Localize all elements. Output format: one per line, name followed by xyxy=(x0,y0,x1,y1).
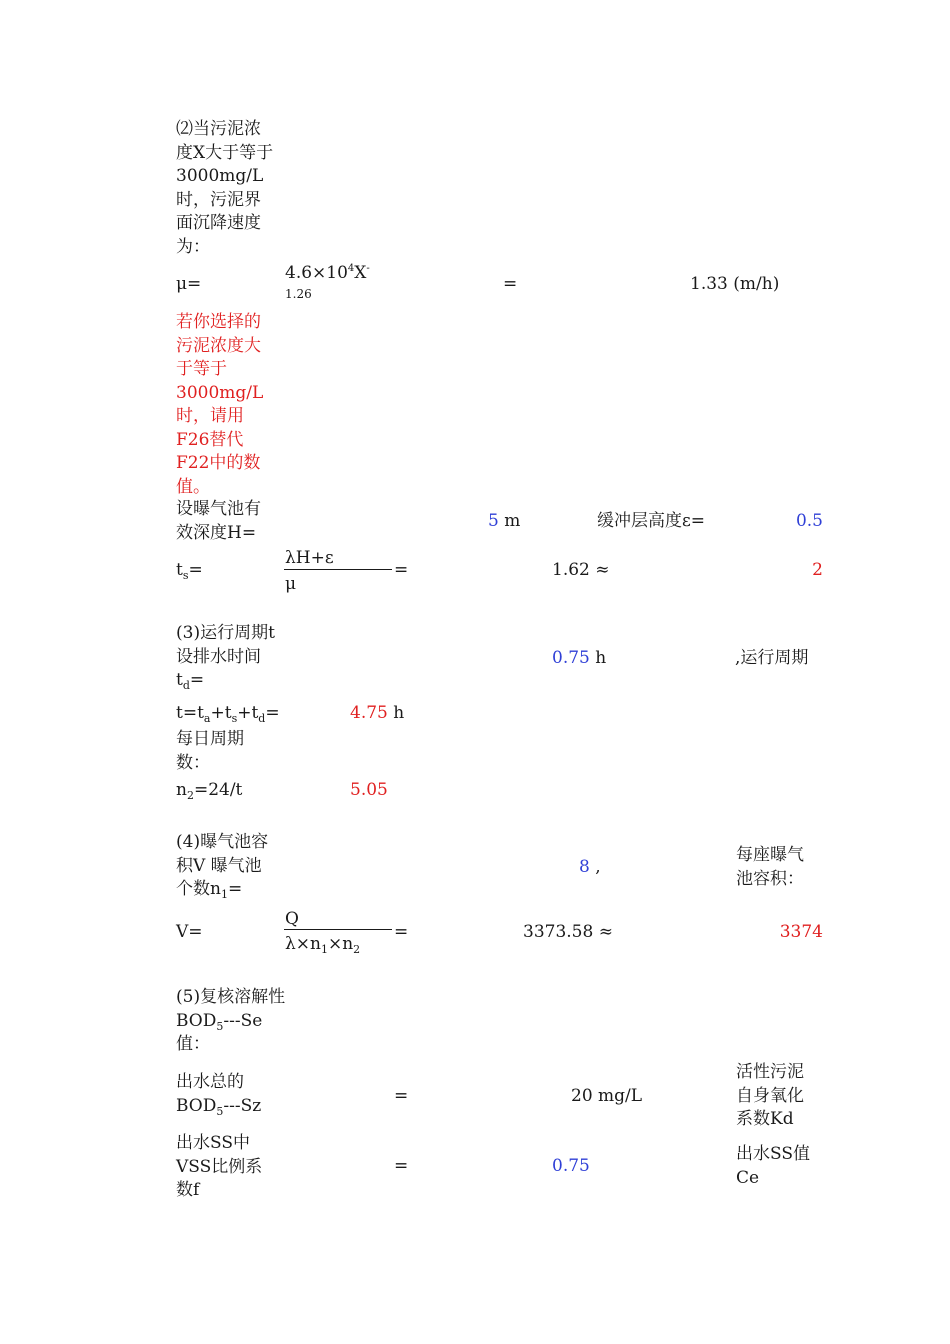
mu-formula-exp-continued: 1.26 xyxy=(285,287,312,301)
bod-label-sub: 5 xyxy=(216,1104,224,1118)
bod-label-b: ---Sz xyxy=(223,1095,262,1116)
cycle-label: ,运行周期 xyxy=(735,648,809,668)
v-equals: = xyxy=(394,922,409,942)
vss-label: 出水SS中VSS比例系数f xyxy=(176,1133,263,1200)
ts-approx: ≈ xyxy=(595,560,610,580)
v-label: V= xyxy=(176,922,203,942)
ts-label-sub: s xyxy=(182,569,189,582)
ts-fraction-line xyxy=(284,569,392,570)
mu-formula-exp1: 4 xyxy=(347,263,355,274)
ts-label xyxy=(176,559,203,582)
per-volume-label: 每座曝气池容积： xyxy=(736,845,804,889)
n2-formula-rest: =24/t xyxy=(193,780,243,800)
daily-label: 每日周期数： xyxy=(176,729,244,773)
v-fraction-line xyxy=(284,929,392,930)
bod-equals: = xyxy=(394,1086,409,1106)
buffer-value: 0.5 xyxy=(795,511,823,531)
n1-group xyxy=(579,856,601,879)
v-denominator-sub2: 2 xyxy=(353,943,361,956)
mu-formula xyxy=(285,262,370,285)
n2-sub: 2 xyxy=(186,789,194,802)
kd-label: 活性污泥自身氧化系数Kd xyxy=(736,1062,804,1129)
mu-result xyxy=(690,273,779,296)
depth-value-group xyxy=(488,510,520,533)
note-text: 若你选择的污泥浓度大于等于3000mg/L时，请用F26替代F22中的数值。 xyxy=(176,312,264,497)
v-denominator xyxy=(285,933,360,956)
section5-heading xyxy=(176,986,286,1057)
mu-formula-x: X xyxy=(354,263,367,283)
bod-label-a: 出水总的BOD xyxy=(176,1072,244,1116)
ts-numerator: λH+ε xyxy=(285,548,334,568)
ts-denominator: μ xyxy=(285,574,297,594)
section3-heading-eq: = xyxy=(189,670,205,690)
depth-value: 5 xyxy=(488,511,499,531)
td-group xyxy=(552,647,606,670)
bod-unit: mg/L xyxy=(598,1086,643,1106)
n2-label: n xyxy=(176,780,187,800)
ts-equals: = xyxy=(394,560,409,580)
td-value: 0.75 xyxy=(552,648,590,668)
t-formula xyxy=(176,702,280,725)
section2-heading: ⑵当污泥浓度X大于等于3000mg/L时，污泥界面沉降速度为： xyxy=(176,119,274,257)
n2-value: 5.05 xyxy=(350,780,388,800)
t-eq: = xyxy=(265,703,280,723)
mu-value: 1.33 xyxy=(690,274,728,294)
ts-rounded: 2 xyxy=(812,560,823,580)
section3-heading xyxy=(176,622,276,693)
t-sub-a: a xyxy=(203,712,211,725)
t-sub-s: s xyxy=(231,712,238,725)
ts-value: 1.62 xyxy=(552,560,590,580)
bod-label xyxy=(176,1071,276,1118)
t-unit: h xyxy=(393,703,405,723)
t-plus-1: +t xyxy=(210,703,232,723)
depth-unit: m xyxy=(504,511,521,531)
td-unit: h xyxy=(595,648,607,668)
depth-label: 设曝气池有效深度H= xyxy=(176,499,261,543)
n2-formula xyxy=(176,779,242,802)
mu-unit: (m/h) xyxy=(733,274,780,294)
section4-heading xyxy=(176,831,276,902)
n1-comma: , xyxy=(595,857,601,877)
bod-value: 20 xyxy=(571,1086,593,1106)
bod-result xyxy=(571,1085,642,1108)
mu-equals: = xyxy=(503,274,518,294)
mu-label: μ= xyxy=(176,274,202,294)
section3-heading-text: (3)运行周期t 设排水时间t xyxy=(176,623,275,690)
buffer-label: 缓冲层高度ε= xyxy=(597,511,706,531)
section5-heading-sub: 5 xyxy=(216,1019,224,1033)
v-denominator-sub1: 1 xyxy=(320,943,328,956)
v-rounded: 3374 xyxy=(779,922,823,942)
section5-heading-text: (5)复核溶解性BOD xyxy=(176,987,286,1031)
v-numerator: Q xyxy=(285,909,299,929)
f-value: 0.75 xyxy=(552,1156,590,1176)
mu-formula-main: 4.6×10 xyxy=(285,263,348,283)
ts-label-t: t xyxy=(176,560,183,580)
ts-label-eq: = xyxy=(188,560,203,580)
mu-formula-exp2: - xyxy=(366,263,370,274)
v-approx: ≈ xyxy=(598,922,613,942)
v-result xyxy=(523,921,613,944)
t-plus-2: +t xyxy=(237,703,259,723)
t-result xyxy=(350,702,404,725)
v-denominator-b: ×n xyxy=(327,934,354,954)
ce-label: 出水SS值Ce xyxy=(736,1144,810,1188)
ts-result xyxy=(552,559,610,582)
section4-heading-sub: 1 xyxy=(220,888,228,901)
v-denominator-a: λ×n xyxy=(285,934,321,954)
section3-heading-sub: d xyxy=(182,679,190,692)
t-formula-a: t=t xyxy=(176,703,204,723)
section5-heading-rest: ---Se值： xyxy=(176,1010,263,1054)
section4-heading-text: (4)曝气池容积V 曝气池个数n xyxy=(176,832,269,899)
section4-heading-eq: = xyxy=(227,879,243,899)
t-value: 4.75 xyxy=(350,703,388,723)
vss-equals: = xyxy=(394,1156,409,1176)
n1-value: 8 xyxy=(579,857,590,877)
v-value: 3373.58 xyxy=(523,922,594,942)
t-sub-d: d xyxy=(258,712,266,725)
